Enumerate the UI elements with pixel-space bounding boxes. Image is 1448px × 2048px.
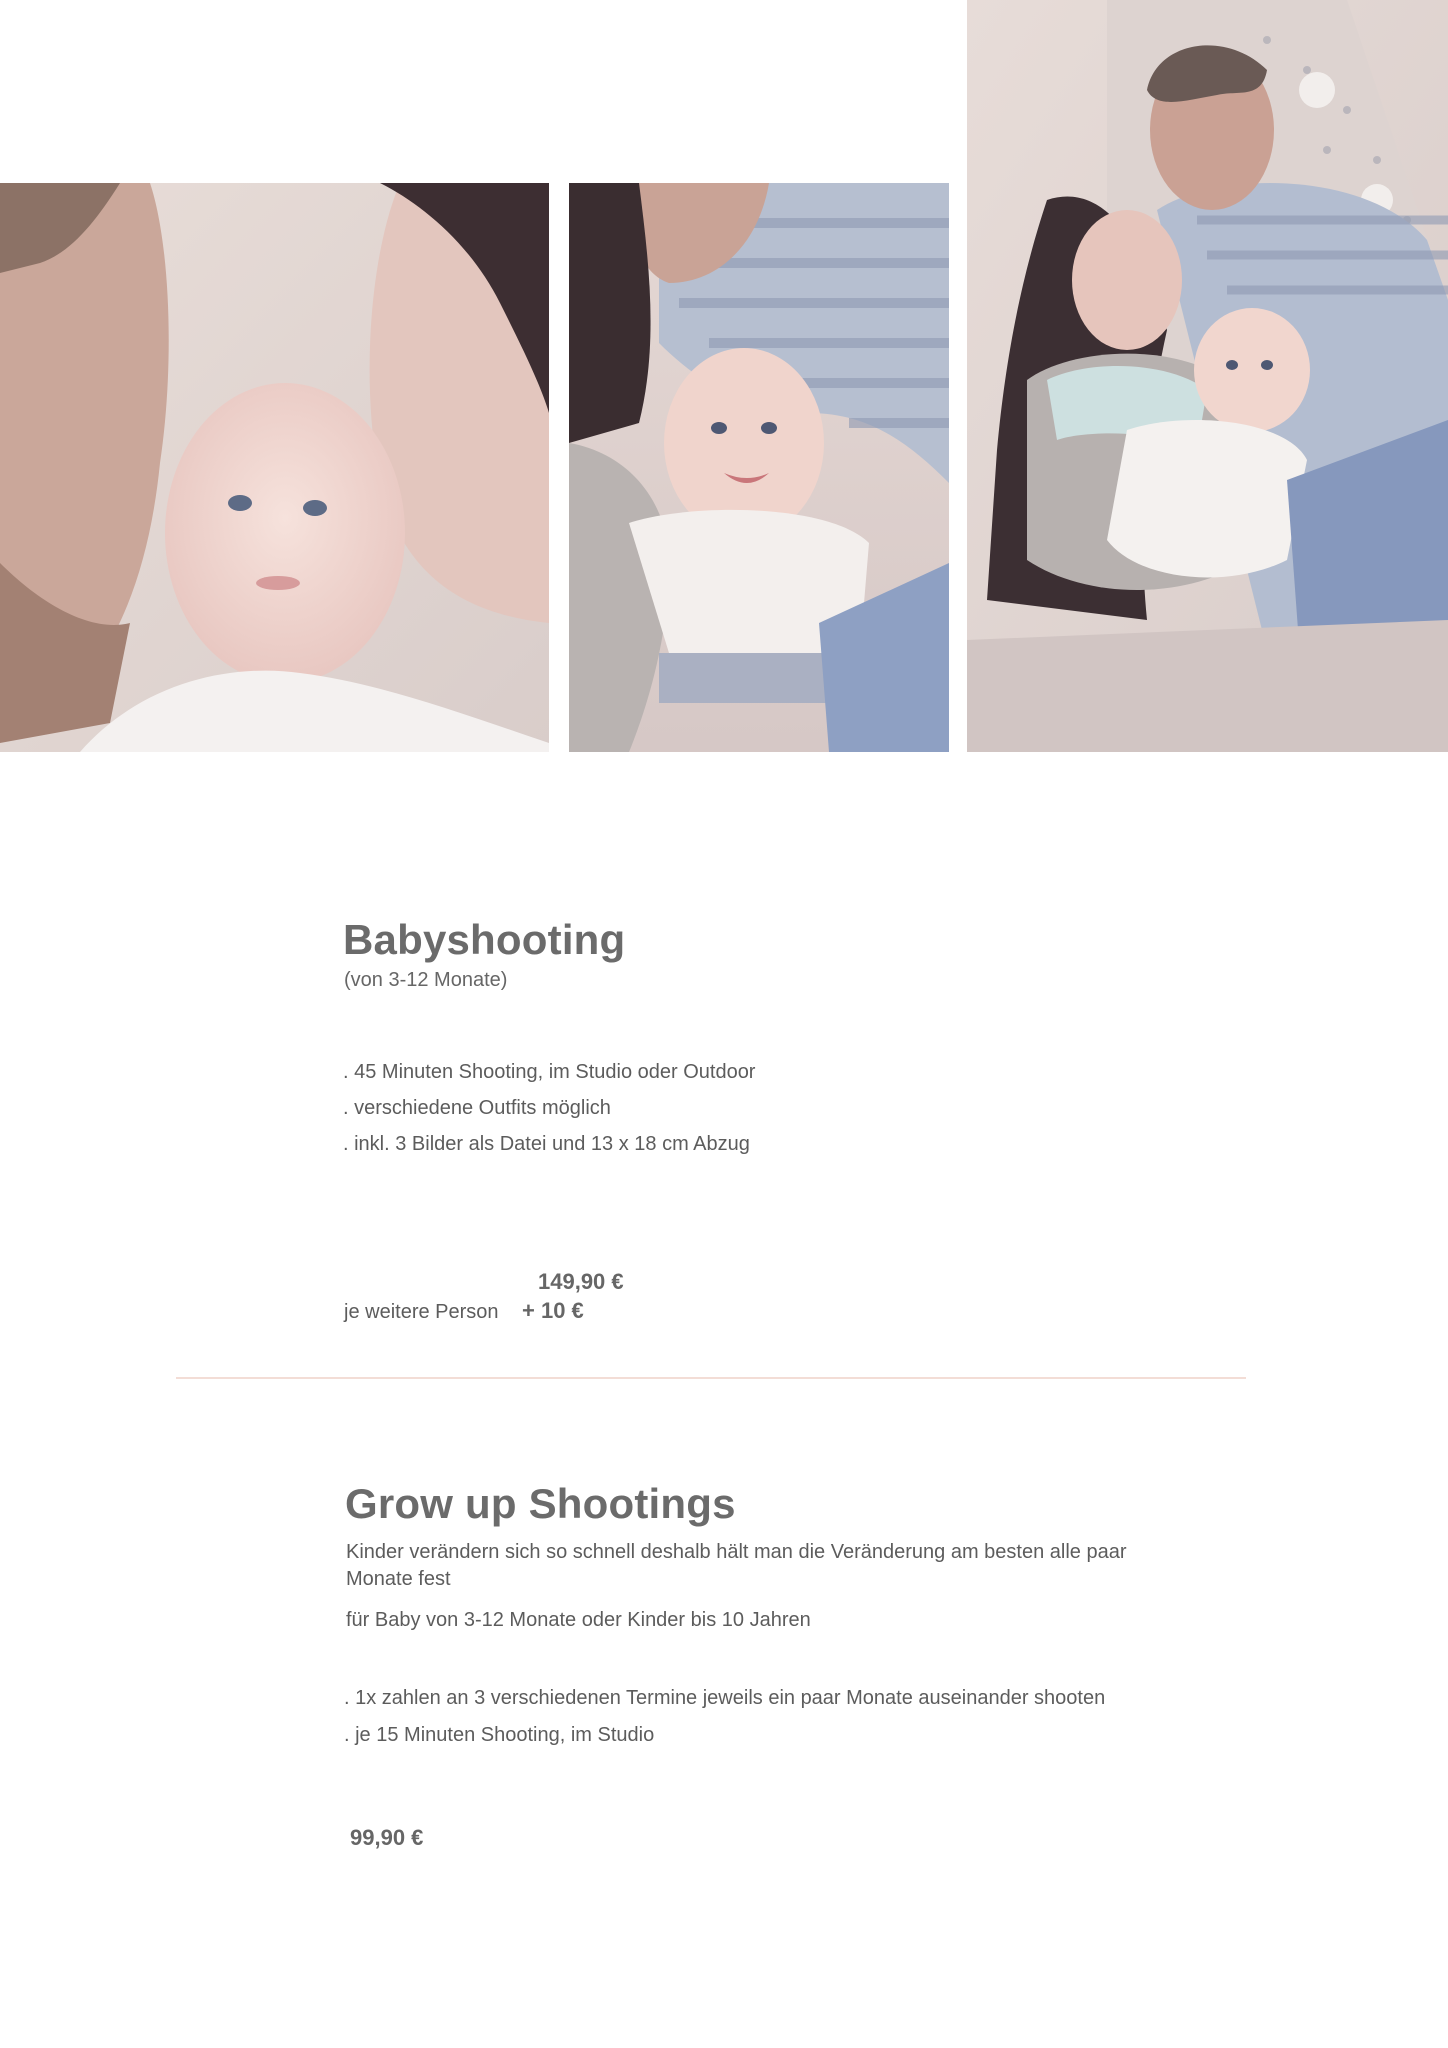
photo-family-tipi: [967, 0, 1448, 752]
growup-price: 99,90 €: [350, 1825, 424, 1850]
extra-person-price: + 10 €: [522, 1298, 584, 1323]
growup-title: Grow up Shootings: [345, 1480, 736, 1527]
photo-parents-kissing-baby: [0, 183, 549, 752]
growup-age-info: für Baby von 3-12 Monate oder Kinder bis 10 Jahren: [346, 1609, 811, 1631]
babyshooting-subtitle: (von 3-12 Monate): [344, 969, 508, 991]
photo-smiling-baby: [569, 183, 949, 752]
section-divider: [176, 1377, 1246, 1379]
babyshooting-bullet: . verschiedene Outfits möglich: [343, 1097, 611, 1119]
babyshooting-price: 149,90 €: [538, 1269, 624, 1294]
babyshooting-title: Babyshooting: [343, 916, 626, 963]
babyshooting-bullet: . inkl. 3 Bilder als Datei und 13 x 18 cm Abzug: [343, 1133, 750, 1155]
growup-bullet: . 1x zahlen an 3 verschiedenen Termine jeweils ein paar Monate auseinander shooten: [344, 1687, 1106, 1709]
babyshooting-bullet: . 45 Minuten Shooting, im Studio oder Outdoor: [343, 1061, 756, 1083]
extra-person-label: je weitere Person: [344, 1301, 499, 1323]
growup-bullet: . je 15 Minuten Shooting, im Studio: [344, 1724, 655, 1746]
growup-description: Kinder verändern sich so schnell deshalb hält man die Veränderung am besten alle paar Monate fest: [346, 1541, 1127, 1590]
